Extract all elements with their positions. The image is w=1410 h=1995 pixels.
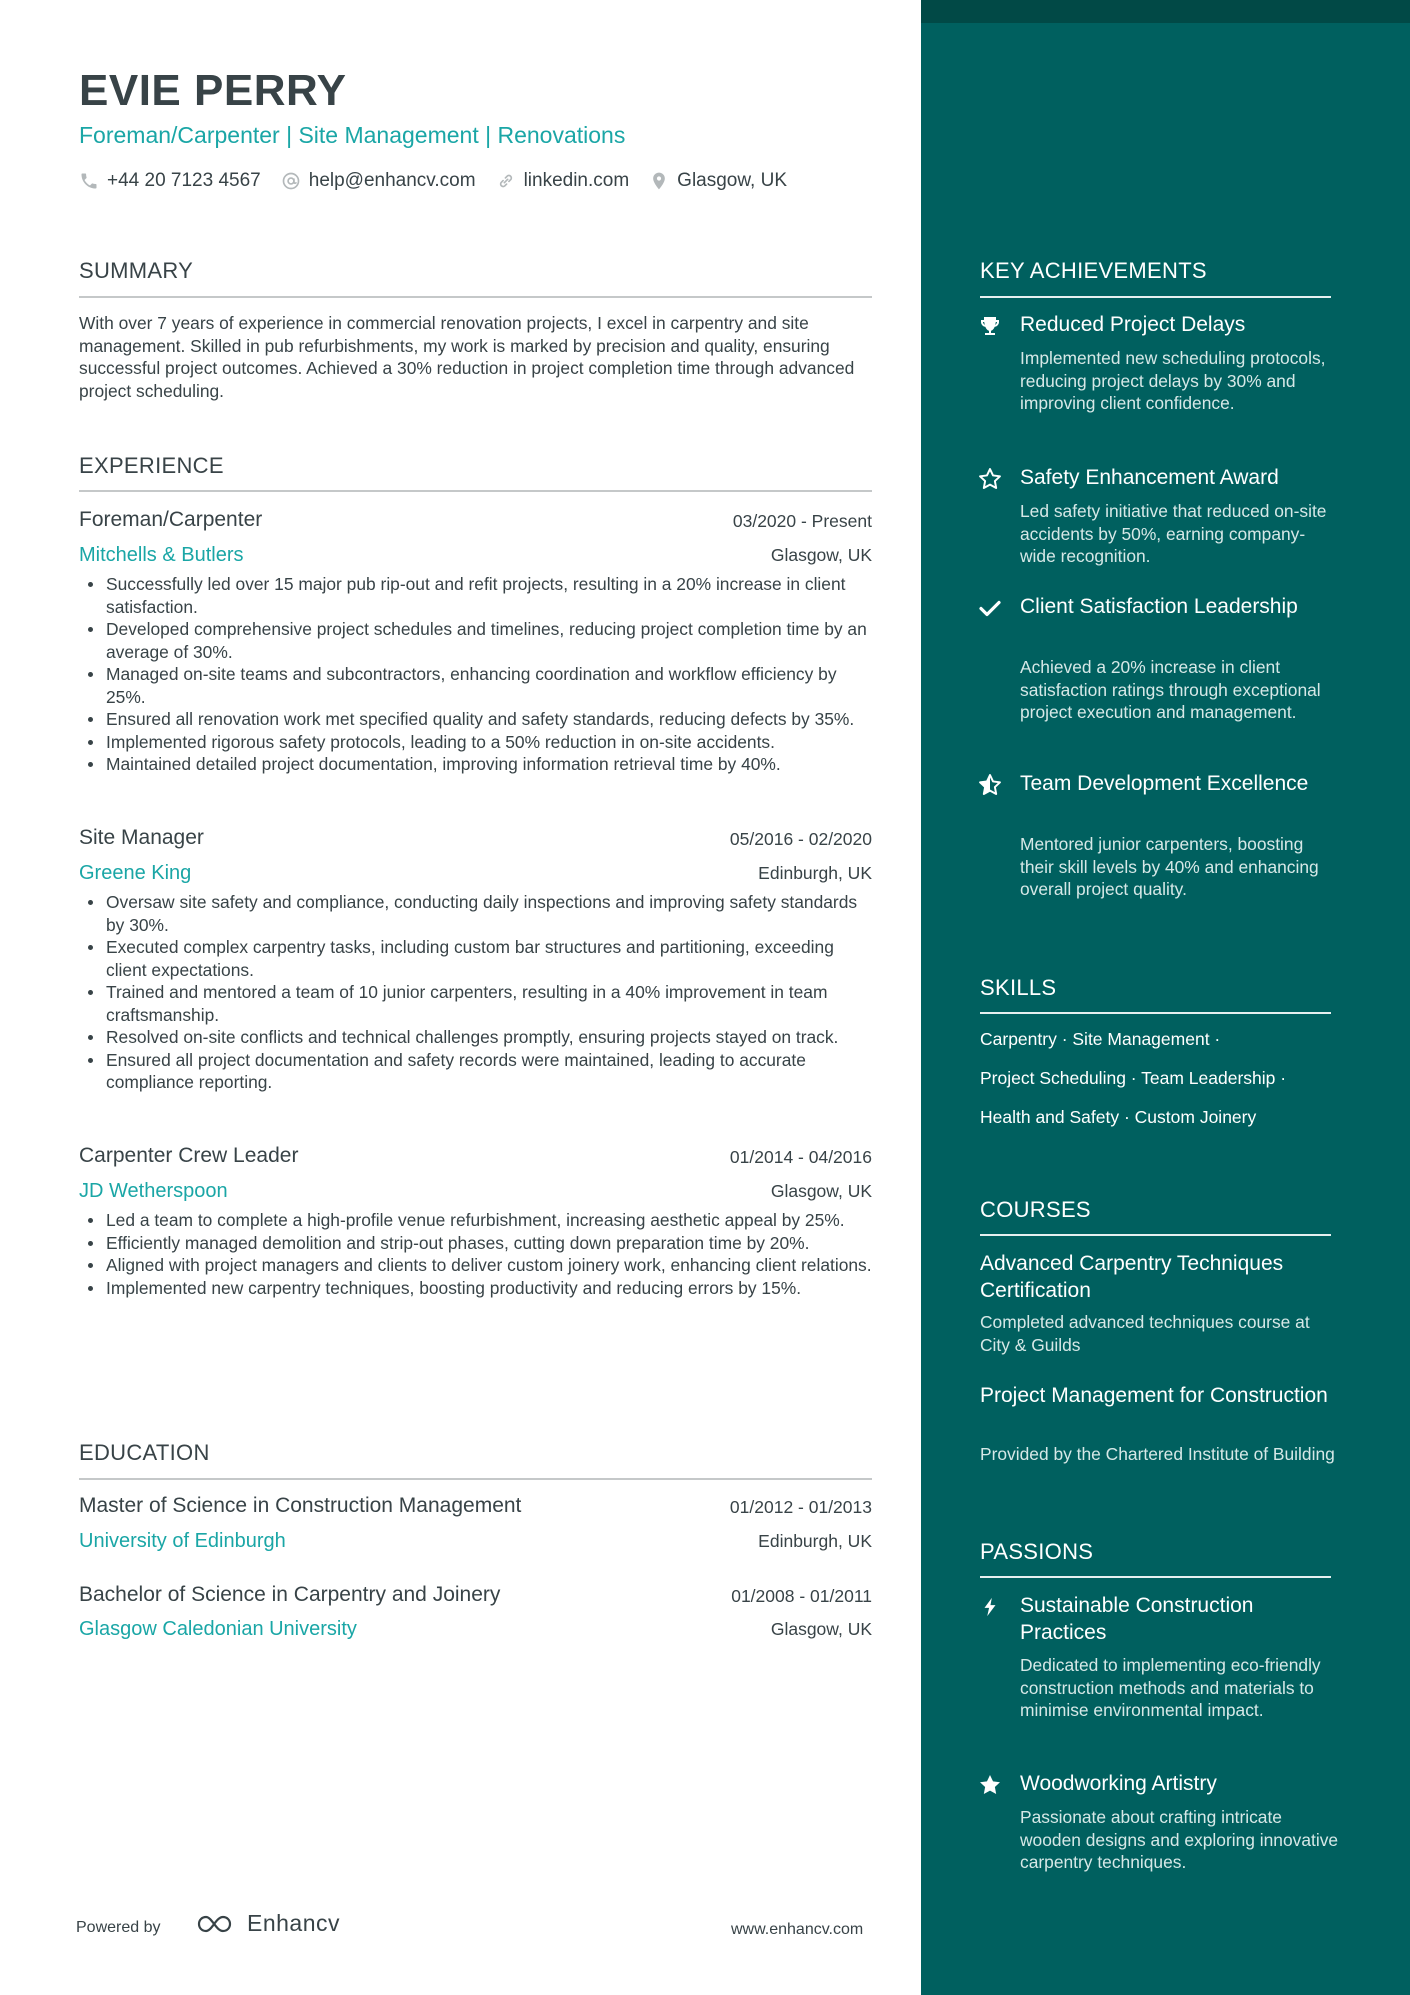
lightning-icon <box>977 1594 1003 1620</box>
achievement-desc: Mentored junior carpenters, boosting their skill levels by 40% and enhancing overall project quality. <box>1020 834 1319 899</box>
contact-email[interactable] <box>281 170 476 192</box>
education-school[interactable]: University of Edinburgh <box>79 1530 286 1552</box>
job-bullets <box>79 573 874 776</box>
list-item: Maintained detailed project documentation, improving information retrieval time by 40%. <box>79 753 874 776</box>
list-item: Led a team to complete a high-profile venue refurbishment, increasing aesthetic appeal by 25%. <box>79 1209 874 1232</box>
education-location: Glasgow, UK <box>770 1619 872 1639</box>
candidate-name: EVIE PERRY <box>79 66 347 115</box>
list-item: Oversaw site safety and compliance, conducting daily inspections and improving safety standards by 30%. <box>79 891 874 936</box>
courses-divider <box>980 1234 1331 1236</box>
location-pin-icon <box>649 171 669 191</box>
job-location: Glasgow, UK <box>770 1181 872 1201</box>
education-location: Edinburgh, UK <box>758 1531 872 1551</box>
skills-line: Carpentry · Site Management · <box>980 1029 1221 1049</box>
list-item: Developed comprehensive project schedules and timelines, reducing project completion time by an average of 30%. <box>79 618 874 663</box>
education-degree: Bachelor of Science in Carpentry and Joinery <box>79 1583 501 1606</box>
passion-title: Sustainable Construction Practices <box>1020 1594 1254 1644</box>
passion-desc: Passionate about crafting intricate wooden designs and exploring innovative carpentry techniques. <box>1020 1807 1339 1872</box>
course-desc: Completed advanced techniques course at City & Guilds <box>980 1312 1310 1355</box>
email-text: help@enhancv.com <box>308 170 476 191</box>
job-location: Glasgow, UK <box>770 545 872 565</box>
passions-divider <box>980 1576 1331 1578</box>
job-role: Site Manager <box>79 826 204 849</box>
achievement-title: Team Development Excellence <box>1020 772 1309 795</box>
skills-line: Project Scheduling · Team Leadership · <box>980 1068 1287 1088</box>
skills-title: SKILLS <box>980 975 1057 1000</box>
list-item: Successfully led over 15 major pub rip-out and refit projects, resulting in a 20% increase in client satisfaction. <box>79 573 874 618</box>
passion-title: Woodworking Artistry <box>1020 1772 1217 1795</box>
job-dates: 01/2014 - 04/2016 <box>729 1147 872 1167</box>
summary-title: SUMMARY <box>79 258 194 283</box>
phone-text: +44 20 7123 4567 <box>107 170 261 191</box>
courses-title: COURSES <box>980 1197 1091 1222</box>
link-icon <box>496 171 516 191</box>
job-location: Edinburgh, UK <box>758 863 872 883</box>
checkmark-icon <box>977 595 1003 621</box>
list-item: Efficiently managed demolition and strip-out phases, cutting down preparation time by 20%. <box>79 1232 874 1255</box>
achievements-divider <box>980 296 1331 298</box>
achievement-title: Reduced Project Delays <box>1020 313 1246 336</box>
education-title: EDUCATION <box>79 1440 210 1465</box>
job-role: Carpenter Crew Leader <box>79 1144 299 1167</box>
enhancv-logo-text: Enhancv <box>247 1910 341 1936</box>
job-bullets <box>79 891 874 1094</box>
star-outline-icon <box>977 466 1003 492</box>
achievement-desc: Led safety initiative that reduced on-site accidents by 50%, earning company-wide recognition. <box>1020 501 1327 566</box>
contact-location <box>649 170 787 192</box>
job-bullets <box>79 1209 874 1299</box>
contact-bar <box>79 170 807 192</box>
experience-divider <box>79 490 872 492</box>
achievement-desc: Implemented new scheduling protocols, reducing project delays by 30% and improving client confidence. <box>1020 348 1326 413</box>
enhancv-logo-icon <box>195 1912 239 1936</box>
contact-linkedin[interactable] <box>496 170 630 192</box>
contact-phone[interactable] <box>79 170 261 192</box>
list-item: Executed complex carpentry tasks, including custom bar structures and partitioning, exceeding client expectations. <box>79 936 874 981</box>
achievement-title: Safety Enhancement Award <box>1020 466 1279 489</box>
star-half-icon <box>977 772 1003 798</box>
skills-divider <box>980 1012 1331 1014</box>
list-item: Trained and mentored a team of 10 junior carpenters, resulting in a 40% improvement in team craftsmanship. <box>79 981 874 1026</box>
star-filled-icon <box>977 1772 1003 1798</box>
achievements-title: KEY ACHIEVEMENTS <box>980 258 1207 283</box>
education-dates: 01/2008 - 01/2011 <box>731 1586 872 1606</box>
education-degree: Master of Science in Construction Management <box>79 1494 522 1517</box>
linkedin-text: linkedin.com <box>523 170 630 191</box>
education-dates: 01/2012 - 01/2013 <box>729 1497 872 1517</box>
list-item: Resolved on-site conflicts and technical challenges promptly, ensuring projects stayed on track. <box>79 1026 874 1049</box>
list-item: Implemented rigorous safety protocols, leading to a 50% reduction in on-site accidents. <box>79 731 874 754</box>
candidate-headline: Foreman/Carpenter | Site Management | Renovations <box>79 122 626 148</box>
list-item: Ensured all project documentation and safety records were maintained, leading to accurate compliance reporting. <box>79 1049 874 1094</box>
achievement-title: Client Satisfaction Leadership <box>1020 595 1298 618</box>
trophy-icon <box>977 313 1003 339</box>
passions-title: PASSIONS <box>980 1539 1094 1564</box>
education-divider <box>79 1478 872 1480</box>
education-school[interactable]: Glasgow Caledonian University <box>79 1618 357 1640</box>
footer-url[interactable]: www.enhancv.com <box>731 1921 864 1938</box>
course-desc: Provided by the Chartered Institute of Building <box>980 1444 1335 1464</box>
at-sign-icon <box>281 171 301 191</box>
sidebar <box>921 0 1410 1995</box>
experience-title: EXPERIENCE <box>79 453 224 478</box>
job-role: Foreman/Carpenter <box>79 508 263 531</box>
list-item: Ensured all renovation work met specified quality and safety standards, reducing defects by 35%. <box>79 708 874 731</box>
phone-icon <box>79 171 99 191</box>
job-company[interactable]: Mitchells & Butlers <box>79 544 244 566</box>
job-dates: 05/2016 - 02/2020 <box>729 829 872 849</box>
list-item: Aligned with project managers and clients to deliver custom joinery work, enhancing client relations. <box>79 1254 874 1277</box>
job-company[interactable]: Greene King <box>79 862 192 884</box>
list-item: Implemented new carpentry techniques, boosting productivity and reducing errors by 15%. <box>79 1277 874 1300</box>
skills-line: Health and Safety · Custom Joinery <box>980 1107 1257 1127</box>
achievement-desc: Achieved a 20% increase in client satisfaction ratings through exceptional project execution and management. <box>1020 657 1321 722</box>
course-title: Project Management for Construction <box>980 1384 1328 1407</box>
job-dates: 03/2020 - Present <box>732 511 872 531</box>
powered-by-label: Powered by <box>76 1919 161 1936</box>
sidebar-top-band <box>921 0 1410 23</box>
location-text: Glasgow, UK <box>677 170 787 191</box>
summary-text: With over 7 years of experience in commercial renovation projects, I excel in carpentry and site management. Skilled in pub refurbishments, my work is marked by precision and quality, ensuring successful project outcomes. Achieved a 30% reduction in project completion time through advanced project scheduling. <box>79 313 855 401</box>
list-item: Managed on-site teams and subcontractors, enhancing coordination and workflow efficiency by 25%. <box>79 663 874 708</box>
enhancv-logo[interactable] <box>195 1910 340 1937</box>
course-title: Advanced Carpentry Techniques Certification <box>980 1252 1284 1302</box>
summary-divider <box>79 296 872 298</box>
passion-desc: Dedicated to implementing eco-friendly construction methods and materials to minimise environmental impact. <box>1020 1655 1321 1720</box>
job-company[interactable]: JD Wetherspoon <box>79 1180 228 1202</box>
